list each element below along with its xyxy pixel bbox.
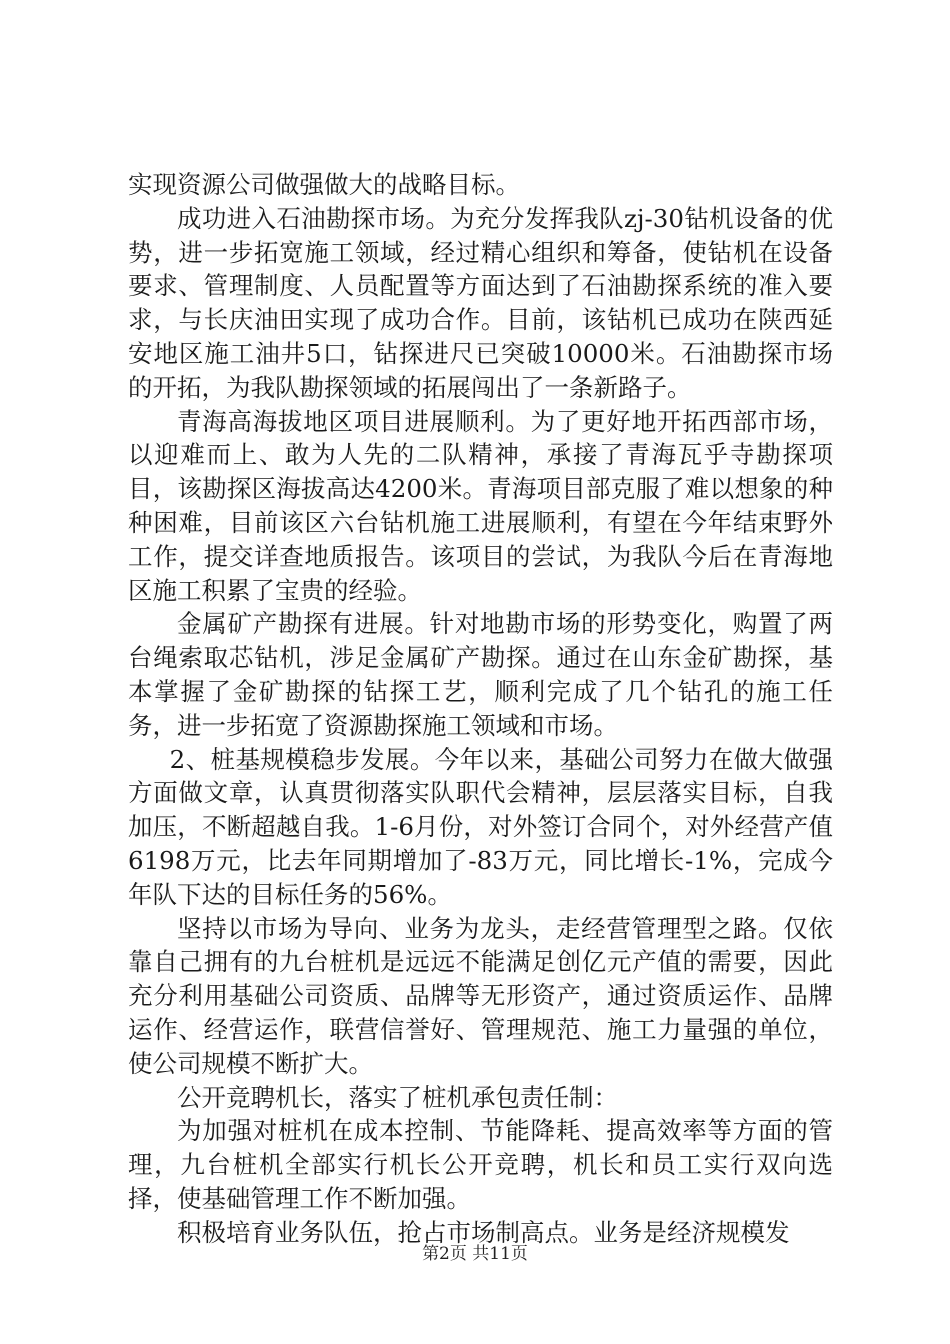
- paragraph-1: 实现资源公司做强做大的战略目标。: [128, 170, 520, 199]
- paragraph-open-recruitment: 公开竞聘机长，落实了桩机承包责任制：: [177, 1082, 618, 1112]
- paragraph-metal-mineral: 金属矿产勘探有进展。针对地勘市场的形势变化，购置了两台绳索取芯钻机，涉足金属矿产勘探。通过在山东金矿勘探，基本掌握了金矿勘探的钻探工艺，顺利完成了几个钻孔的施工任务，进一步拓宽了资源勘探施工领域和市场。: [128, 609, 833, 740]
- document-body: [128, 168, 833, 1250]
- paragraph-market-oriented: 坚持以市场为导向、业务为龙头，走经营管理型之路。仅依靠自己拥有的九台桩机是远远不能满足创亿元产值的需要，因此充分利用基础公司资质、品牌等无形资产，通过资质运作、品牌运作、经营运作，联营信誉好、管理规范、施工力量强的单位，使公司规模不断扩大。: [128, 913, 833, 1078]
- page-footer: 第2页 共11页: [422, 1244, 528, 1264]
- paragraph-business-team: 积极培育业务队伍，抢占市场制高点。业务是经济规模发: [177, 1217, 790, 1247]
- paragraph-qinghai-project: 青海高海拔地区项目进展顺利。为了更好地开拓西部市场，以迎难而上、敢为人先的二队精神，承接了青海瓦乎寺勘探项目，该勘探区海拔高达4200米。青海项目部克服了难以想象的种种困难，目前该区六台钻机施工进展顺利，有望在今年结束野外工作，提交详查地质报告。该项目的尝试，为我队今后在青海地区施工积累了宝贵的经验。: [128, 406, 833, 605]
- paragraph-pile-foundation: 2、桩基规模稳步发展。今年以来，基础公司努力在做大做强方面做文章，认真贯彻落实队职代会精神，层层落实目标，自我加压，不断超越自我。1-6月份，对外签订合同个，对外经营产值6198万元，比去年同期增加了-83万元，同比增长-1%，完成今年队下达的目标任务的56%。: [128, 744, 833, 909]
- paragraph-pile-management: 为加强对桩机在成本控制、节能降耗、提高效率等方面的管理，九台桩机全部实行机长公开竞聘，机长和员工实行双向选择，使基础管理工作不断加强。: [128, 1116, 833, 1213]
- paragraph-oil-exploration: 成功进入石油勘探市场。为充分发挥我队zj-30钻机设备的优势，进一步拓宽施工领域，经过精心组织和筹备，使钻机在设备要求、管理制度、人员配置等方面达到了石油勘探系统的准入要求，与长庆油田实现了成功合作。目前，该钻机已成功在陕西延安地区施工油井5口，钻探进尺已突破10000米。石油勘探市场的开拓，为我队勘探领域的拓展闯出了一条新路子。: [128, 203, 833, 402]
